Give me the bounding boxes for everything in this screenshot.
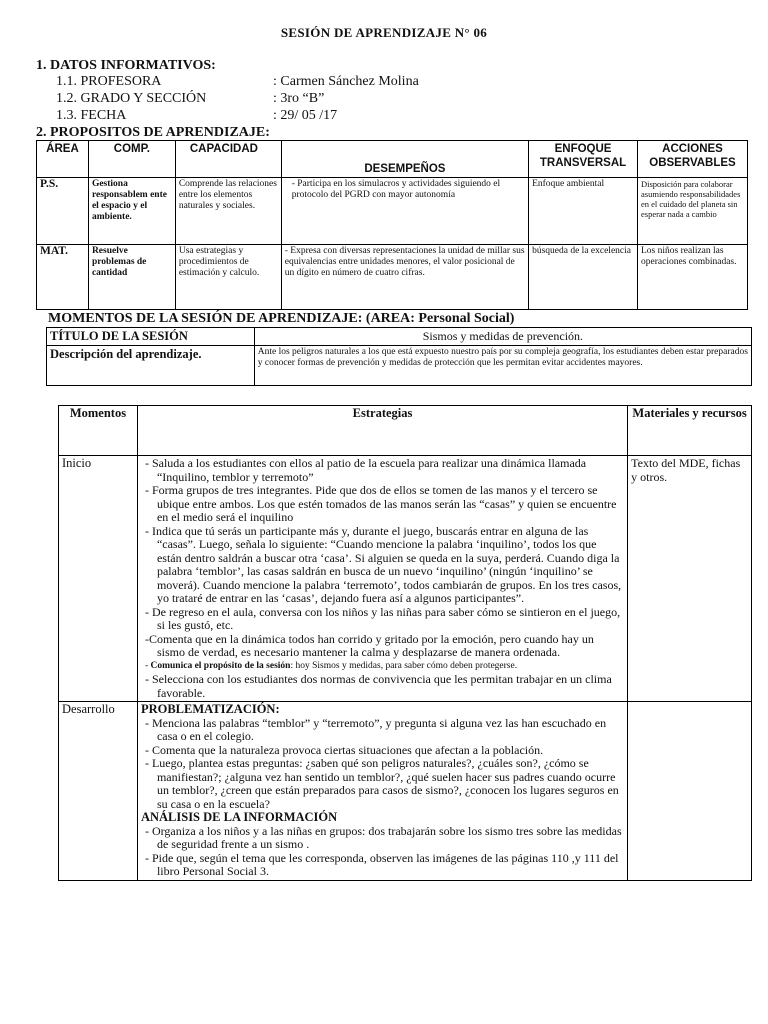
inicio-estrategias (137, 456, 627, 702)
propositos-heading: 2. PROPOSITOS DE APRENDIZAJE: (36, 125, 270, 140)
list-item: - Forma grupos de tres integrantes. Pide que dos de ellos se tomen de las manos y el tercero se ubique entre ambos. Los que estén tomados de las manos serán las “casas” y quien se encuentre en el medio será el inquilino (144, 483, 617, 524)
momentos-heading: MOMENTOS DE LA SESIÓN DE APRENDIZAJE: (AREA: Personal Social) (48, 311, 515, 326)
datos-label-profesora: 1.1. PROFESORA (56, 74, 162, 89)
datos-heading: 1. DATOS INFORMATIVOS: (36, 58, 216, 73)
subheading-problematizacion: PROBLEMATIZACIÓN: (140, 702, 280, 716)
cell-capacidad: Comprende las relaciones entre los elementos naturales y sociales. (175, 178, 281, 245)
desarrollo-estrategias (137, 702, 627, 881)
cell-desempenos: - Participa en los simulacros y actividades siguiendo el protocolo del PGRD con mayor autonomía (281, 178, 528, 245)
list-item: - Comenta que la naturaleza provoca ciertas situaciones que afectan a la población. (144, 742, 544, 757)
propositos-table (36, 140, 748, 310)
table-row (37, 178, 748, 245)
datos-value-profesora: : Carmen Sánchez Molina (273, 74, 419, 89)
titulo-row (47, 328, 752, 346)
cell-acciones: Los niños realizan las operaciones combinadas. (638, 245, 748, 310)
header-desempenos: DESEMPEÑOS (281, 141, 528, 178)
desarrollo-row (59, 702, 752, 881)
header-momentos: Momentos (59, 406, 138, 456)
desc-row (47, 346, 752, 386)
header-acciones: ACCIONES OBSERVABLES (638, 141, 748, 178)
comunica-rest: : hoy Sismos y medidas, para saber cómo deben protegerse. (290, 660, 518, 671)
list-item: - Selecciona con los estudiantes dos normas de convivencia que les permitan trabajar en un clima favorable. (144, 672, 612, 700)
table-header-row (37, 141, 748, 178)
cell-comp: Resuelve problemas de cantidad (88, 245, 175, 310)
estrategias-table (58, 405, 752, 881)
table-header-row (59, 406, 752, 456)
inicio-row (59, 456, 752, 702)
list-item: - Indica que tú serás un participante más y, durante el juego, buscarás entrar en alguna de las “casas”. Luego, señala lo siguiente: “Cuando mencione la palabra ‘inquilino’, todos los que están dentro saldrán a buscar otra ‘casa’. Si alguien se queda en la suya, perderá. Cuando diga la palabra ‘temblor’, las casas saldrán en busca de un nuevo ‘inquilino’ (ningún ‘inquilino’ se moverá). Cuando mencione la palabra ‘terremoto’, todos cambiarán de grupos. En los tres casos, yo trataré de entrar en las ‘casas’, dejando fuera así a algunos participantes”. (144, 523, 622, 605)
datos-label-fecha: 1.3. FECHA (56, 108, 127, 123)
list-item: - Pide que, según el tema que les corresponda, observen las imágenes de las páginas 110 ,y 111 del libro Personal Social 3. (144, 850, 619, 878)
header-area: ÁREA (37, 141, 89, 178)
titulo-label: TÍTULO DE LA SESIÓN (47, 328, 255, 346)
sesion-table (46, 327, 752, 386)
desc-label: Descripción del aprendizaje. (47, 346, 255, 386)
list-item: - Organiza a los niños y a las niñas en grupos: dos trabajarán sobre los sismo tres sobre las medidas de seguridad frente a un sismo . (144, 823, 622, 851)
cell-area: P.S. (37, 178, 89, 245)
cell-area: MAT. (37, 245, 89, 310)
list-item: - Luego, plantea estas preguntas: ¿saben qué son peligros naturales?, ¿cuáles son?, ¿cómo se manifiestan?; ¿alguna vez han sentido un temblor?, ¿qué suelen hacer sus padres cuando ocurre un temblor?, ¿creen que están preparados para casos de sismo?, ¿conocen los lugares seguros en su casa o en la escuela? (144, 756, 619, 811)
list-item: -Comenta que en la dinámica todos han corrido y gritado por la emoción, pero cuando hay un sismo de verdad, es necesario mantener la calma y desplazarse de manera ordenada. (144, 631, 594, 659)
header-estrategias: Estrategias (137, 406, 627, 456)
desarrollo-materiales (628, 702, 752, 881)
header-materiales: Materiales y recursos (628, 406, 752, 456)
page-title: SESIÓN DE APRENDIZAJE N° 06 (280, 25, 488, 40)
list-item: - Saluda a los estudiantes con ellos al patio de la escuela para realizar una dinámica llamada “Inquilino, temblor y terremoto” (144, 456, 587, 484)
cell-acciones: Disposición para colaborar asumiendo responsabilidades en el cuidado del planeta sin esperar nada a cambio (638, 178, 748, 245)
subheading-analisis: ANÁLISIS DE LA INFORMACIÓN (140, 810, 338, 824)
table-row (37, 245, 748, 310)
datos-value-fecha: : 29/ 05 /17 (273, 108, 338, 123)
cell-enfoque: búsqueda de la excelencia (529, 245, 638, 310)
header-comp: COMP. (88, 141, 175, 178)
cell-desempenos: - Expresa con diversas representaciones la unidad de millar sus equivalencias entre unidades menores, el valor posicional de un dígito en número de cuatro cifras. (281, 245, 528, 310)
list-item: - Comunica el propósito de la sesión: hoy Sismos y medidas, para saber cómo deben protegerse. (144, 660, 518, 671)
comunica-bold: Comunica el propósito de la sesión (150, 660, 291, 671)
momento-desarrollo: Desarrollo (59, 702, 138, 881)
list-item: - Menciona las palabras “temblor” y “terremoto”, y pregunta si alguna vez las han escuchado en casa o en el colegio. (144, 715, 607, 743)
cell-capacidad: Usa estrategias y procedimientos de estimación y calculo. (175, 245, 281, 310)
inicio-materiales: Texto del MDE, fichas y otros. (628, 456, 752, 702)
datos-label-grado: 1.2. GRADO Y SECCIÓN (56, 91, 207, 106)
header-capacidad: CAPACIDAD (175, 141, 281, 178)
cell-comp: Gestiona responsablem ente el espacio y el ambiente. (88, 178, 175, 245)
titulo-value: Sismos y medidas de prevención. (254, 328, 751, 346)
datos-value-grado: : 3ro “B” (273, 91, 325, 106)
cell-enfoque: Enfoque ambiental (529, 178, 638, 245)
list-item: - De regreso en el aula, conversa con los niños y las niñas para saber cómo se sintieron en el juego, si les gustó, etc. (144, 604, 621, 632)
desc-value: Ante los peligros naturales a los que está expuesto nuestro país por su compleja geografía, los estudiantes deben estar preparados y conocer formas de prevención y medidas de protección que les permitan evitar accidentes mayores. (254, 346, 751, 386)
header-enfoque: ENFOQUE TRANSVERSAL (529, 141, 638, 178)
momento-inicio: Inicio (59, 456, 138, 702)
